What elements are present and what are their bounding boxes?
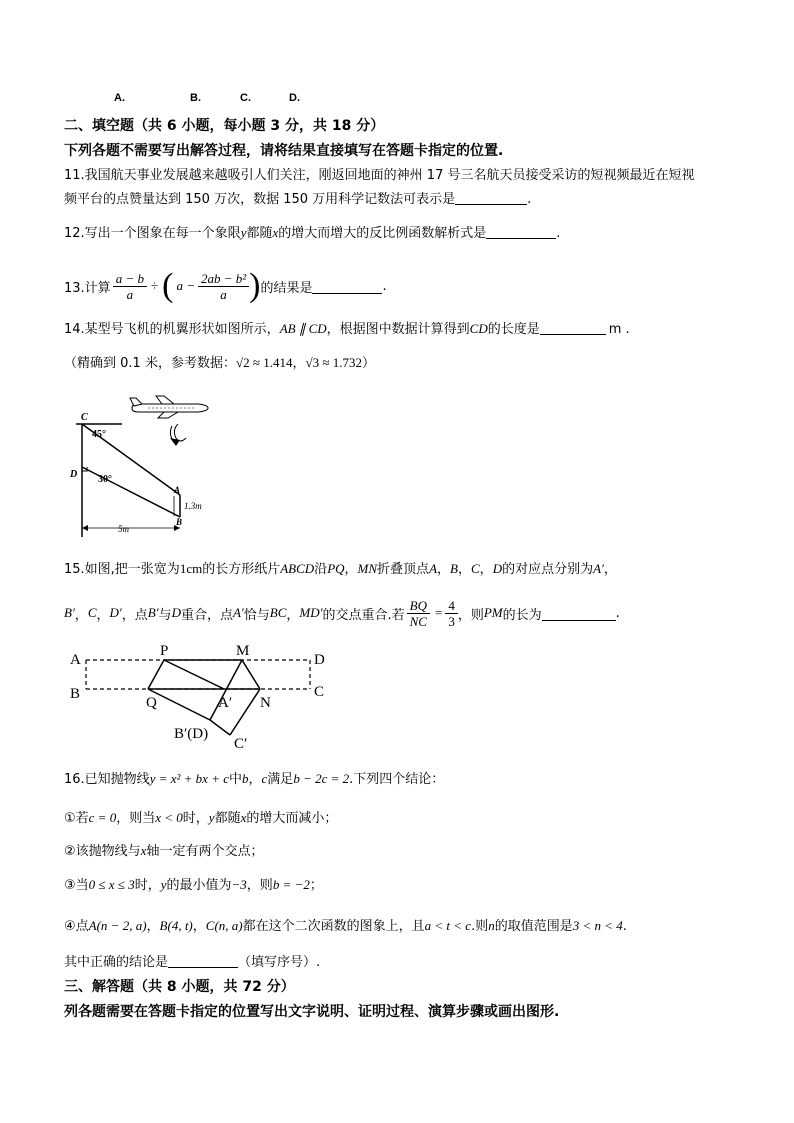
q16-intro [64,770,444,789]
q16-text-b: 中 [228,772,242,787]
q16-s2-b: 轴一定有两个交点； [146,844,264,859]
fig14-len-bottom: 5m [118,524,129,534]
q14-sqrt3: √3 ≈ 1.732 [305,355,363,370]
q15-ratio-num: BQ [407,598,430,614]
q15-text-e: 的对应点分别为 [502,562,594,577]
fig15-label-a: A [70,652,81,668]
q15-ratio-fraction [407,598,430,629]
fig14-label-a: A [174,485,181,495]
q11-line1: 11.我国航天事业发展越来越吸引人们关注，刚返回地面的神州 17 号三名航天员接受采访的短视频最近在短视 [64,168,695,183]
q16-s1-a: ①若 [64,811,89,826]
q16-s3-m2: y [160,877,167,892]
fig14-angle-30: 30° [98,474,112,485]
q13-f2-denominator: a [220,286,227,302]
q15-sep-1: ， [344,562,358,577]
q13-inner-a: a − [176,278,195,293]
fig15-label-m: M [236,643,250,659]
q15-l2-t6: ，则 [457,607,484,623]
q16-s4-sep-2: ， [192,919,206,934]
q16-statement-1 [64,809,337,828]
q11-line2 [64,190,531,209]
q16-s4-point-b: B(4, t) [159,918,193,933]
q13-prefix: 13.计算 [64,280,111,296]
fig15-dc-line [210,720,230,735]
q15-l2-t2: 与 [158,607,172,623]
fig15-label-b-prime-d: B′(D) [174,726,209,742]
q16-var-b: b [242,771,249,786]
fig15-pq-fold [148,660,164,689]
option-b-label: B. [190,92,201,104]
q16-s1-d: 都随 [214,811,241,826]
q13-f1-denominator: a [126,286,134,302]
fig15-label-n: N [260,695,271,711]
q14-sqrt2: √2 ≈ 1.414 [235,355,293,370]
q15-a-prime-2: A′ [232,605,244,620]
fig15-label-c: C [314,684,325,700]
q15-l2-sep-2: ， [96,607,110,623]
q14-line2 [64,354,375,373]
q16-condition: b − 2c = 2 [293,771,350,786]
airplane-illustration [128,394,212,450]
q16-s3-e: ； [309,878,323,893]
q16-s3-m4: b = −2 [272,877,310,892]
q15-sep-5: ， [603,562,617,577]
q16-s3-b: 时， [134,878,161,893]
q16-text-c: ， [248,772,262,787]
q16-s2-a: ②该抛物线与 [64,844,141,859]
q13-f1-numerator: a − b [113,271,147,287]
q14-line1 [64,320,630,339]
q15-pm: PM [483,605,503,620]
q12-line [64,224,560,243]
q16-s4-end: . [622,919,627,934]
q16-text-d: 满足 [267,772,294,787]
fig15-qb-line [148,689,210,720]
q15-l2-t5: 的交点重合.若 [322,607,405,623]
q16-s1-e: 的增大而减小； [246,811,338,826]
q16-s1-b: ，则当 [116,811,156,826]
fig14-arrow-left [82,525,88,531]
fig15-nc-line [230,689,260,735]
q15-sep-4: ， [479,562,493,577]
q15-l2-sep-3: ， [286,607,300,623]
q13-line [64,266,387,306]
q15-bc: BC [269,605,287,620]
q13-suffix: 的结果是 [260,280,313,296]
q14-close: ） [362,356,376,371]
q11-text: 频平台的点赞量达到 150 万次，数据 150 万用科学记数法可表示是 [64,192,456,207]
q16-text-e: .下列四个结论： [349,772,445,787]
q16-s3-m1: 0 ≤ x ≤ 3 [88,877,135,892]
q16-s3-c: 的最小值为 [166,878,232,893]
q16-answer-blank[interactable] [168,953,238,968]
fig14-label-d: D [70,469,78,480]
wing-section-arrow-icon [170,424,186,446]
section-2-title: 二、填空题（共 6 小题，每小题 3 分，共 18 分） [64,118,385,134]
q16-statement-3 [64,876,323,895]
q16-statement-4 [64,917,627,936]
q15-d-prime: D′ [109,605,122,620]
q16-answer-hint: （填写序号）. [238,955,321,970]
q12-text-c: 的增大而增大的反比例函数解析式是 [278,226,487,241]
q13-end: . [382,278,387,294]
q15-text-c: 沿 [314,562,328,577]
fig14-len-ab: 1.3m [184,501,202,511]
q15-text-b: 的长方形纸片 [202,562,281,577]
q12-text-b: 都随 [246,226,273,241]
q11-answer-blank[interactable] [455,190,527,205]
q16-answer-text: 其中正确的结论是 [64,955,169,970]
q15-pq: PQ [327,561,345,576]
option-d-label: D. [289,92,300,104]
q15-d-2: D [171,605,181,620]
q14-text-a: 14.某型号飞机的机翼形状如图所示， [64,322,280,337]
q15-l2-t4: 恰与 [243,607,270,623]
fig14-label-b: B [176,517,183,527]
q15-c: C [87,605,97,620]
fig15-label-a-prime: A′ [218,695,233,711]
fig14-db-line [82,467,180,517]
q16-s1-m4: x [240,810,247,825]
option-c-label: C. [240,92,251,104]
q16-s4-var-n: n [488,918,495,933]
q16-var-c: c [261,771,268,786]
fig15-md-line [210,660,242,720]
q11-end: . [527,192,532,207]
fig15-label-p: P [160,643,169,659]
q15-a-prime: A′ [593,561,604,576]
q15-end: . [615,605,620,621]
q15-value-num: 4 [445,598,458,614]
q12-end: . [556,226,561,241]
q16-s4-point-a: A(n − 2, a) [88,918,147,933]
q16-s4-a: ④点 [64,919,89,934]
q16-s3-d: ，则 [246,878,273,893]
q12-text-a: 12.写出一个图象在每一个象限 [64,226,241,241]
q16-s3-a: ③当 [64,878,89,893]
q16-s1-c: 时， [182,811,209,826]
q15-answer-blank[interactable] [542,606,616,621]
q15-point-d: D [492,561,503,576]
q16-answer-line [64,953,320,972]
q12-var-y: y [240,225,247,240]
section-3-instruction: 列各题需要在答题卡指定的位置写出文字说明、证明过程、演算步骤或画出图形. [64,1004,560,1020]
q15-text-d: 折叠顶点 [377,562,430,577]
q15-mn: MN [357,561,378,576]
q14-text-c: 的长度是 [487,322,540,337]
option-a-label: A. [114,92,125,104]
q15-fold-figure [64,640,344,752]
q15-abcd: ABCD [280,561,315,576]
q15-l2-t3: 重合，点 [180,607,233,623]
q15-ratio-den: NC [409,613,427,629]
fig14-label-c: C [81,412,88,423]
q15-value-fraction [445,598,458,629]
q16-s4-point-c: C(n, a) [205,918,243,933]
q13-fraction-2 [198,271,249,302]
fig15-label-d: D [314,652,325,668]
q16-s4-sep-1: ， [146,919,160,934]
q16-s4-range: 3 < n < 4 [572,918,623,933]
q15-b-prime: B′ [64,605,75,620]
q16-s4-b: 都在这个二次函数的图象上，且 [242,919,425,934]
q15-value-den: 3 [448,613,455,629]
fig15-label-q: Q [146,695,157,711]
q16-s4-c: .则 [471,919,489,934]
q13-right-paren: ) [249,267,261,304]
q16-s1-m1: c = 0 [88,810,117,825]
q16-s4-d: 的取值范围是 [494,919,573,934]
q13-f2-numerator: 2ab − b² [198,271,249,287]
q14-parallel: AB ∥ CD [279,321,327,336]
q13-left-paren: ( [162,267,174,304]
fig15-pa-line [164,660,224,689]
q14-text-b: ，根据图中数据计算得到 [326,322,470,337]
q12-answer-blank[interactable] [486,224,556,239]
q14-cd: CD [469,321,488,336]
q16-s1-m2: x < 0 [155,810,183,825]
q12-var-x: x [272,225,279,240]
q14-answer-blank[interactable] [540,320,606,335]
q16-s2-m: x [140,843,147,858]
q16-s4-inequality: a < t < c [424,918,472,933]
q15-l2-sep-1: ， [74,607,88,623]
q14-unit: m . [608,322,630,337]
fig14-angle-45: 45° [92,429,106,440]
q15-text-a: 15.如图,把一张宽为 [64,562,180,577]
q16-s1-m3: y [208,810,215,825]
q15-sep-2: ， [437,562,451,577]
q16-text-a: 16.已知抛物线 [64,772,150,787]
q16-statement-2 [64,842,263,861]
section-2-instruction: 下列各题不需要写出解答过程，请将结果直接填写在答题卡指定的位置. [64,143,504,159]
q13-answer-blank[interactable] [312,279,382,294]
q15-equals: = [434,605,443,620]
q15-point-c: C [471,561,480,576]
q15-b-prime-2: B′ [147,605,159,620]
fig15-mn-fold [242,660,260,689]
section-3-title: 三、解答题（共 8 小题，共 72 分） [64,979,295,995]
q15-l2-t1: ，点 [121,607,148,623]
q13-fraction-1 [113,271,147,302]
q15-line1 [64,560,617,579]
q15-width: 1cm [179,561,203,576]
airplane-icon [130,396,208,418]
q15-line2 [64,596,620,630]
q15-point-a: A [429,561,438,576]
q14-sep: ， [292,356,306,371]
fig15-label-b: B [70,686,81,702]
q14-precision-text: （精确到 0.1 米，参考数据： [64,356,236,371]
q15-sep-3: ， [457,562,471,577]
q15-l2-t7: 的长为 [502,607,542,623]
fig15-label-c-prime: C′ [234,736,248,752]
q13-divide: ÷ [150,278,159,293]
q15-point-b: B [450,561,458,576]
q16-s3-m3: −3 [231,877,247,892]
q15-md-prime: MD′ [299,605,323,620]
q16-equation: y = x² + bx + c [149,771,229,786]
